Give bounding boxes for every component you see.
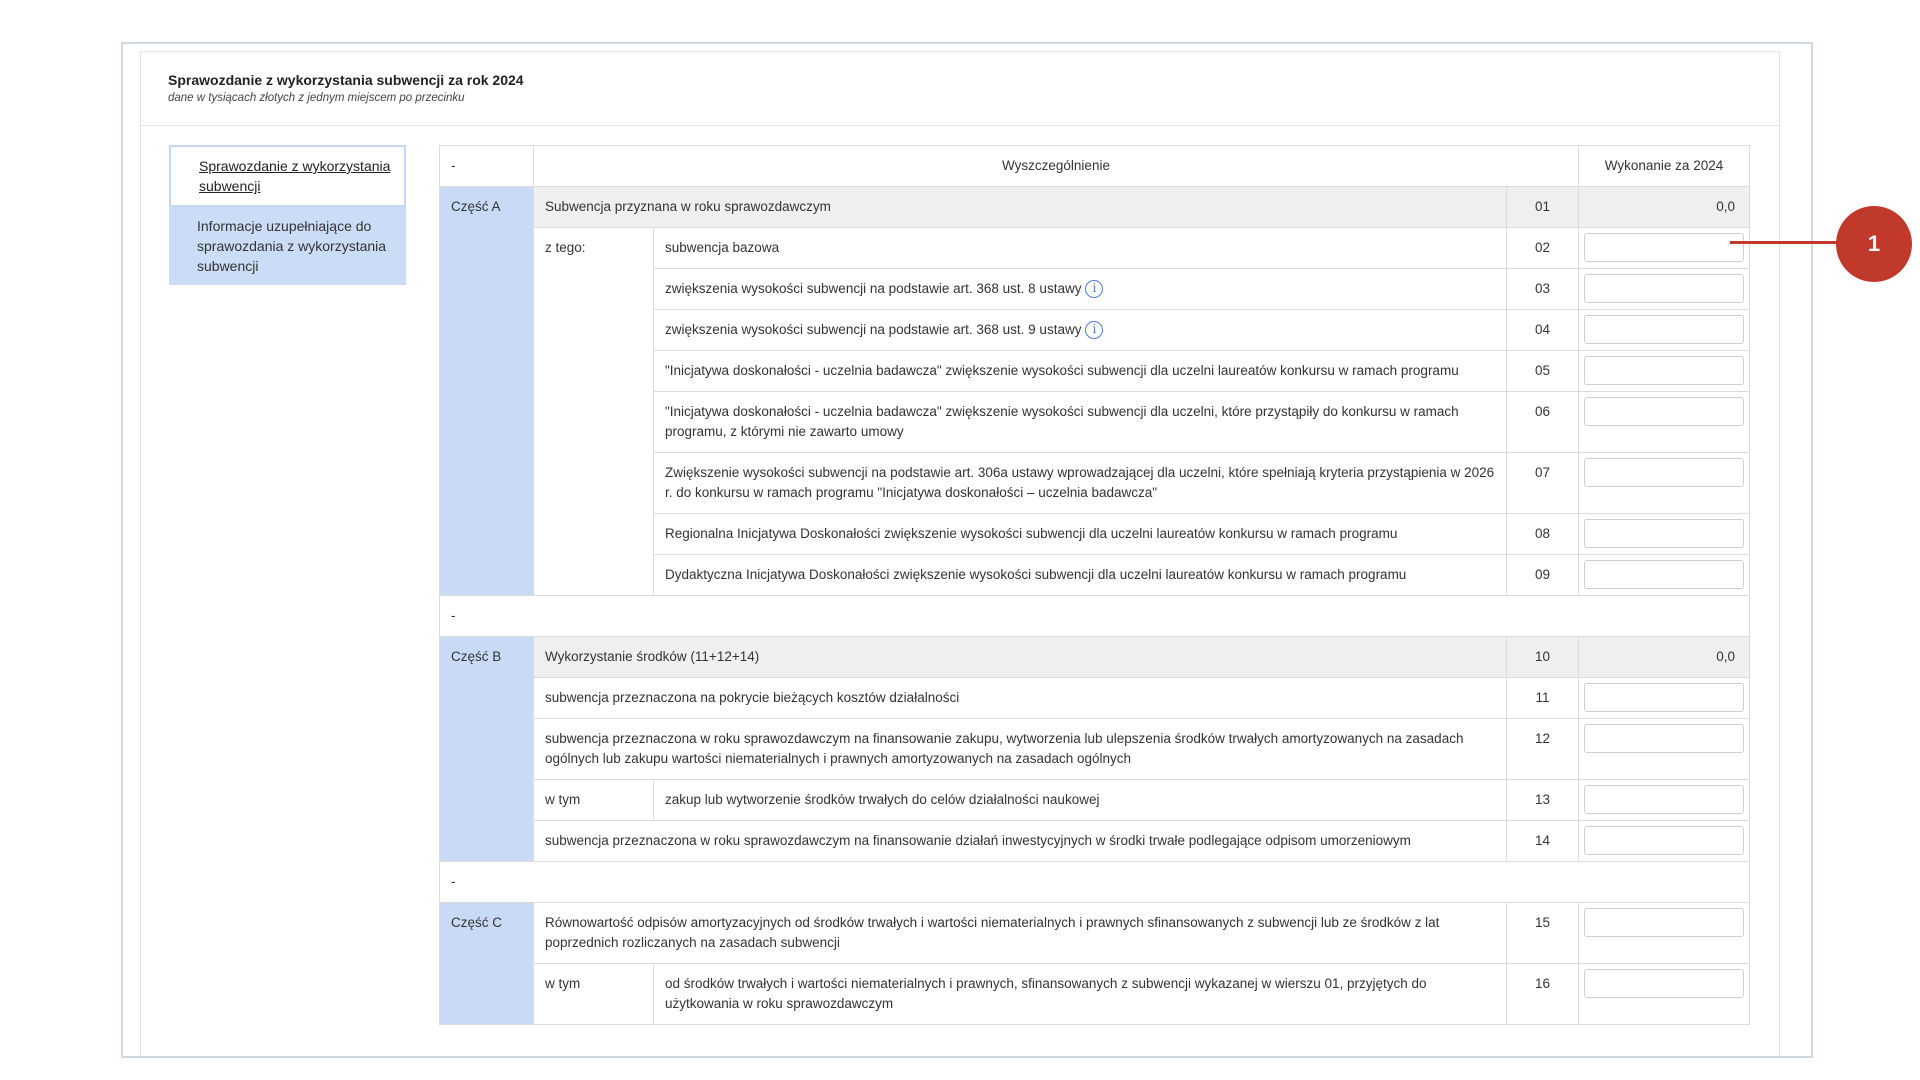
row-05-input[interactable] bbox=[1584, 356, 1744, 385]
row-15-number: 15 bbox=[1507, 903, 1579, 964]
row-08-input[interactable] bbox=[1584, 519, 1744, 548]
row-02-text: subwencja bazowa bbox=[654, 228, 1507, 269]
row-06-cell bbox=[1579, 392, 1750, 453]
row-16-number: 16 bbox=[1507, 964, 1579, 1025]
info-icon[interactable]: i bbox=[1085, 280, 1103, 298]
row-09-number: 09 bbox=[1507, 555, 1579, 596]
row-14-cell bbox=[1579, 821, 1750, 862]
row-15-cell bbox=[1579, 903, 1750, 964]
row-04-number: 04 bbox=[1507, 310, 1579, 351]
callout-badge: 1 bbox=[1836, 206, 1912, 282]
row-07-text: Zwiększenie wysokości subwencji na podstawie art. 306a ustawy wprowadzającej dla uczelni, które spełniają kryteria przystąpienia w 2026 r. do konkursu w ramach programu "Inicjatywa doskonałości – uczelnia badawcza" bbox=[654, 453, 1507, 514]
row-16-cell bbox=[1579, 964, 1750, 1025]
page-subtitle: dane w tysiącach złotych z jednym miejscem po przecinku bbox=[168, 92, 465, 104]
header-dash: - bbox=[440, 146, 534, 187]
row-06-input[interactable] bbox=[1584, 397, 1744, 426]
row-07-input[interactable] bbox=[1584, 458, 1744, 487]
part-b-label: Część B bbox=[440, 637, 534, 862]
row-16-input[interactable] bbox=[1584, 969, 1744, 998]
page-title: Sprawozdanie z wykorzystania subwencji za rok 2024 bbox=[168, 72, 524, 88]
row-04-cell bbox=[654, 310, 1507, 351]
row-10-number: 10 bbox=[1507, 637, 1579, 678]
row-03-input[interactable] bbox=[1584, 274, 1744, 303]
row-10-value: 0,0 bbox=[1579, 637, 1750, 678]
report-table bbox=[439, 145, 1750, 1025]
row-01-text: Subwencja przyznana w roku sprawozdawczym bbox=[534, 187, 1507, 228]
header-value: Wykonanie za 2024 bbox=[1579, 146, 1750, 187]
part-c-label: Część C bbox=[440, 903, 534, 1025]
row-12-number: 12 bbox=[1507, 719, 1579, 780]
row-11-input[interactable] bbox=[1584, 683, 1744, 712]
row-12-input[interactable] bbox=[1584, 724, 1744, 753]
report-frame bbox=[121, 42, 1813, 1058]
row-07-number: 07 bbox=[1507, 453, 1579, 514]
section-separator: - bbox=[440, 862, 1750, 903]
header-description: Wyszczególnienie bbox=[534, 146, 1579, 187]
row-05-cell bbox=[1579, 351, 1750, 392]
card-header bbox=[141, 52, 1779, 126]
row-04-cell-input bbox=[1579, 310, 1750, 351]
side-navigation bbox=[169, 145, 406, 285]
row-13-text: zakup lub wytworzenie środków trwałych do celów działalności naukowej bbox=[654, 780, 1507, 821]
row-08-cell bbox=[1579, 514, 1750, 555]
row-06-number: 06 bbox=[1507, 392, 1579, 453]
row-15-text: Równowartość odpisów amortyzacyjnych od środków trwałych i wartości niematerialnych i prawnych sfinansowanych z subwencji lub ze środków z lat poprzednich rozliczanych na zasadach subwencji bbox=[534, 903, 1507, 964]
row-03-number: 03 bbox=[1507, 269, 1579, 310]
row-04-text: zwiększenia wysokości subwencji na podstawie art. 368 ust. 9 ustawy bbox=[665, 322, 1082, 337]
row-03-text: zwiększenia wysokości subwencji na podstawie art. 368 ust. 8 ustawy bbox=[665, 281, 1082, 296]
row-01-value: 0,0 bbox=[1579, 187, 1750, 228]
row-08-number: 08 bbox=[1507, 514, 1579, 555]
section-separator: - bbox=[440, 596, 1750, 637]
nav-item-supplementary-info[interactable]: Informacje uzupełniające do sprawozdania z wykorzystania subwencji bbox=[169, 207, 406, 285]
row-02-number: 02 bbox=[1507, 228, 1579, 269]
row-01-number: 01 bbox=[1507, 187, 1579, 228]
row-09-cell bbox=[1579, 555, 1750, 596]
row-03-cell-input bbox=[1579, 269, 1750, 310]
nav-item-report[interactable]: Sprawozdanie z wykorzystania subwencji bbox=[169, 145, 406, 207]
row-14-input[interactable] bbox=[1584, 826, 1744, 855]
part-b-sub-label: w tym bbox=[534, 780, 654, 821]
row-05-text: "Inicjatywa doskonałości - uczelnia badawcza" zwiększenie wysokości subwencji dla uczelni laureatów konkursu w ramach programu bbox=[654, 351, 1507, 392]
row-02-cell bbox=[1579, 228, 1750, 269]
row-02-input[interactable] bbox=[1584, 233, 1744, 262]
row-12-text: subwencja przeznaczona w roku sprawozdawczym na finansowanie zakupu, wytworzenia lub ulepszenia środków trwałych amortyzowanych na zasadach ogólnych lub zakupu wartości niematerialnych i prawnych amortyzowanych na zasadach ogólnych bbox=[534, 719, 1507, 780]
row-08-text: Regionalna Inicjatywa Doskonałości zwiększenie wysokości subwencji dla uczelni laureatów konkursu w ramach programu bbox=[654, 514, 1507, 555]
row-11-number: 11 bbox=[1507, 678, 1579, 719]
callout-line bbox=[1730, 241, 1842, 244]
row-15-input[interactable] bbox=[1584, 908, 1744, 937]
row-05-number: 05 bbox=[1507, 351, 1579, 392]
row-09-input[interactable] bbox=[1584, 560, 1744, 589]
row-12-cell bbox=[1579, 719, 1750, 780]
row-09-text: Dydaktyczna Inicjatywa Doskonałości zwiększenie wysokości subwencji dla uczelni laureatów konkursu w ramach programu bbox=[654, 555, 1507, 596]
row-13-number: 13 bbox=[1507, 780, 1579, 821]
row-13-cell bbox=[1579, 780, 1750, 821]
report-card bbox=[140, 51, 1780, 1058]
row-04-input[interactable] bbox=[1584, 315, 1744, 344]
part-a-sub-label: z tego: bbox=[534, 228, 654, 596]
row-10-text: Wykorzystanie środków (11+12+14) bbox=[534, 637, 1507, 678]
row-03-cell bbox=[654, 269, 1507, 310]
row-14-text: subwencja przeznaczona w roku sprawozdawczym na finansowanie działań inwestycyjnych w środki trwałe podlegające odpisom umorzeniowym bbox=[534, 821, 1507, 862]
info-icon[interactable]: i bbox=[1085, 321, 1103, 339]
row-06-text: "Inicjatywa doskonałości - uczelnia badawcza" zwiększenie wysokości subwencji dla uczelni, które przystąpiły do konkursu w ramach programu, z którymi nie zawarto umowy bbox=[654, 392, 1507, 453]
row-16-text: od środków trwałych i wartości niematerialnych i prawnych, sfinansowanych z subwencji wykazanej w wierszu 01, przyjętych do użytkowania w roku sprawozdawczym bbox=[654, 964, 1507, 1025]
row-14-number: 14 bbox=[1507, 821, 1579, 862]
part-a-label: Część A bbox=[440, 187, 534, 596]
row-13-input[interactable] bbox=[1584, 785, 1744, 814]
row-11-cell bbox=[1579, 678, 1750, 719]
row-07-cell bbox=[1579, 453, 1750, 514]
row-11-text: subwencja przeznaczona na pokrycie bieżących kosztów działalności bbox=[534, 678, 1507, 719]
part-c-sub-label: w tym bbox=[534, 964, 654, 1025]
